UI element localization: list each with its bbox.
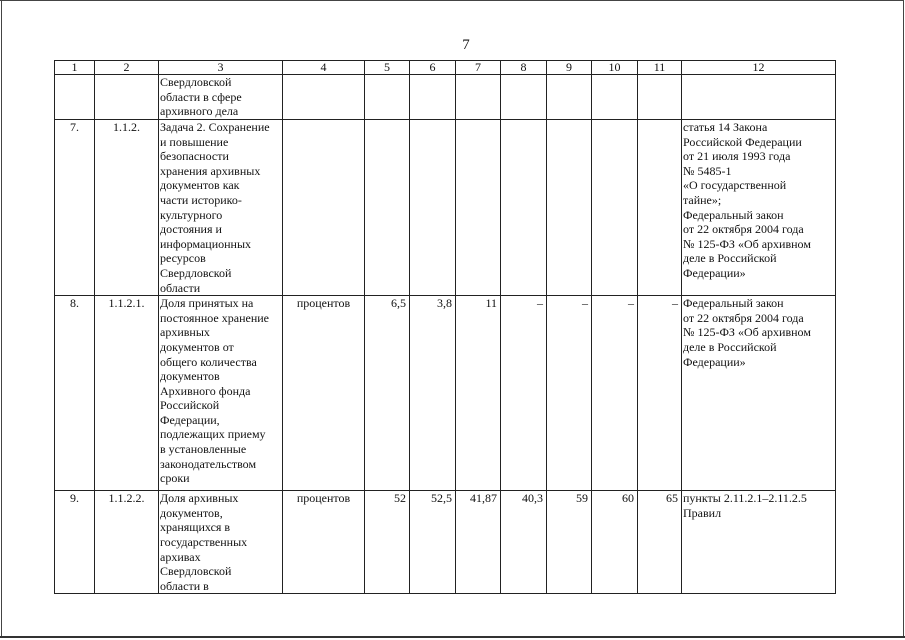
- indicator-name-line: Свердловской: [160, 265, 232, 280]
- value-v6: 52,5: [431, 491, 452, 506]
- cell-value-v9: [547, 296, 592, 491]
- legal-basis-line: от 22 октября 2004 года: [683, 310, 804, 325]
- cell-unit: [283, 296, 365, 491]
- cell-value-v6: [410, 75, 456, 120]
- indicator-name-line: в установленные: [160, 442, 247, 457]
- cell-indicator-code: [95, 120, 159, 296]
- cell-indicator-name: [159, 491, 283, 594]
- cell-value-v9: [547, 75, 592, 120]
- value-v8: 40,3: [522, 491, 543, 506]
- cell-value-v10: [592, 296, 638, 491]
- indicator-code: 1.1.2.2.: [108, 491, 145, 506]
- indicator-name-line: сроки: [160, 471, 190, 486]
- cell-value-v10: [592, 75, 638, 120]
- header-col-8: 8: [501, 61, 547, 75]
- indicator-name-line: законодательством: [160, 456, 257, 471]
- indicator-name-line: информационных: [160, 236, 252, 251]
- page-border-left: [1, 0, 2, 637]
- cell-legal-basis: [682, 491, 836, 594]
- cell-value-v11: [638, 296, 682, 491]
- cell-value-v8: [501, 75, 547, 120]
- indicator-name-line: культурного: [160, 207, 223, 222]
- cell-value-v9: [547, 491, 592, 594]
- unit-of-measure: процентов: [296, 296, 351, 311]
- value-v7: 11: [485, 296, 497, 311]
- value-v11: 65: [666, 491, 678, 506]
- header-col-4: 4: [283, 61, 365, 75]
- legal-basis-line: № 125-ФЗ «Об архивном: [683, 325, 811, 340]
- page-border-right: [903, 0, 904, 637]
- indicator-table: [54, 60, 836, 594]
- indicator-code: 1.1.2.: [113, 120, 140, 134]
- cell-value-v8: [501, 491, 547, 594]
- cell-value-v7: [456, 491, 501, 594]
- indicator-name-line: ресурсов: [160, 251, 206, 266]
- indicator-name-line: и повышение: [160, 134, 229, 149]
- row-number: 7.: [70, 120, 79, 134]
- indicator-name-line: хранящихся в: [160, 520, 231, 535]
- cell-value-v7: [456, 296, 501, 491]
- cell-row-number: [55, 120, 95, 296]
- cell-indicator-code: [95, 491, 159, 594]
- legal-basis-line: Федерации»: [683, 354, 746, 369]
- legal-basis-line: Правил: [683, 505, 722, 520]
- indicator-name-line: архивных: [160, 325, 210, 340]
- cell-legal-basis: [682, 296, 836, 491]
- cell-indicator-name: [159, 296, 283, 491]
- value-v7: 41,87: [470, 491, 497, 506]
- indicator-name-line: подлежащих приему: [160, 427, 266, 442]
- indicator-name-line: Доля архивных: [160, 491, 239, 506]
- cell-value-v6: [410, 120, 456, 296]
- header-col-10: 10: [592, 61, 638, 75]
- indicator-name-line: Свердловской: [160, 564, 232, 579]
- value-v9: –: [582, 296, 588, 311]
- indicator-name-line: архивного дела: [160, 104, 239, 119]
- legal-basis-line: Федеральный закон: [683, 207, 784, 222]
- cell-value-v11: [638, 491, 682, 594]
- header-col-5: 5: [365, 61, 410, 75]
- value-v10: –: [628, 296, 634, 311]
- indicator-code: 1.1.2.1.: [108, 296, 145, 311]
- table-row: [55, 296, 836, 491]
- indicator-name-line: архивах: [160, 549, 201, 564]
- table-row: [55, 75, 836, 120]
- cell-row-number: [55, 296, 95, 491]
- value-v11: –: [672, 296, 678, 311]
- legal-basis-line: пункты 2.11.2.1–2.11.2.5: [683, 491, 807, 506]
- indicator-name-line: Свердловской: [160, 75, 232, 89]
- cell-indicator-name: [159, 120, 283, 296]
- cell-value-v10: [592, 491, 638, 594]
- cell-value-v5: [365, 491, 410, 594]
- value-v10: 60: [622, 491, 634, 506]
- cell-legal-basis: [682, 120, 836, 296]
- legal-basis-line: деле в Российской: [683, 251, 777, 266]
- row-number: 9.: [70, 491, 79, 506]
- cell-value-v9: [547, 120, 592, 296]
- cell-value-v6: [410, 296, 456, 491]
- cell-value-v6: [410, 491, 456, 594]
- legal-basis-line: «О государственной: [683, 178, 787, 193]
- cell-indicator-code: [95, 75, 159, 120]
- indicator-name-line: области в: [160, 578, 209, 593]
- cell-value-v8: [501, 120, 547, 296]
- header-col-9: 9: [547, 61, 592, 75]
- cell-indicator-code: [95, 296, 159, 491]
- page-border-bottom: [0, 636, 905, 638]
- legal-basis-line: Федеральный закон: [683, 296, 784, 311]
- legal-basis-line: статья 14 Закона: [683, 120, 768, 134]
- table-row: [55, 491, 836, 594]
- cell-value-v11: [638, 75, 682, 120]
- indicator-name-line: документов: [160, 369, 220, 384]
- cell-value-v7: [456, 75, 501, 120]
- cell-value-v5: [365, 296, 410, 491]
- indicator-name-line: документов,: [160, 505, 223, 520]
- cell-legal-basis: [682, 75, 836, 120]
- legal-basis-line: от 22 октября 2004 года: [683, 222, 804, 237]
- cell-unit: [283, 491, 365, 594]
- indicator-name-line: Задача 2. Сохранение: [160, 120, 270, 134]
- cell-unit: [283, 120, 365, 296]
- indicator-name-line: хранения архивных: [160, 163, 261, 178]
- legal-basis-line: Федерации»: [683, 265, 746, 280]
- indicator-name-line: государственных: [160, 534, 248, 549]
- legal-basis-line: № 5485-1: [683, 163, 732, 178]
- indicator-name-line: области: [160, 280, 201, 295]
- unit-of-measure: процентов: [296, 491, 351, 506]
- legal-basis-line: № 125-ФЗ «Об архивном: [683, 236, 811, 251]
- cell-value-v5: [365, 120, 410, 296]
- legal-basis-line: деле в Российской: [683, 339, 777, 354]
- cell-value-v10: [592, 120, 638, 296]
- indicator-name-line: области в сфере: [160, 89, 242, 104]
- legal-basis-line: Российской Федерации: [683, 134, 802, 149]
- indicator-name-line: документов от: [160, 339, 234, 354]
- cell-value-v8: [501, 296, 547, 491]
- indicator-name-line: Архивного фонда: [160, 383, 251, 398]
- value-v5: 52: [394, 491, 406, 506]
- value-v8: –: [537, 296, 543, 311]
- header-col-12: 12: [682, 61, 836, 75]
- indicator-name-line: части историко-: [160, 192, 242, 207]
- indicator-name-line: безопасности: [160, 149, 229, 164]
- table-body: [55, 75, 836, 594]
- indicator-name-line: постоянное хранение: [160, 310, 269, 325]
- cell-row-number: [55, 491, 95, 594]
- indicator-name-line: Российской: [160, 398, 220, 413]
- header-col-1: 1: [55, 61, 95, 75]
- header-col-11: 11: [638, 61, 682, 75]
- header-col-3: 3: [159, 61, 283, 75]
- indicator-name-line: общего количества: [160, 354, 257, 369]
- header-row: [55, 61, 836, 75]
- value-v6: 3,8: [437, 296, 452, 311]
- indicator-name-line: Доля принятых на: [160, 296, 254, 311]
- row-number: 8.: [70, 296, 79, 311]
- table-row: [55, 120, 836, 296]
- value-v9: 59: [576, 491, 588, 506]
- page-number: 7: [462, 37, 470, 53]
- cell-value-v11: [638, 120, 682, 296]
- cell-value-v5: [365, 75, 410, 120]
- header-col-6: 6: [410, 61, 456, 75]
- legal-basis-line: от 21 июля 1993 года: [683, 149, 791, 164]
- header-col-2: 2: [95, 61, 159, 75]
- page-border-top: [0, 0, 903, 1]
- indicator-name-line: документов как: [160, 178, 240, 193]
- indicator-name-line: достояния и: [160, 222, 222, 237]
- legal-basis-line: тайне»;: [683, 192, 722, 207]
- cell-unit: [283, 75, 365, 120]
- header-col-7: 7: [456, 61, 501, 75]
- cell-value-v7: [456, 120, 501, 296]
- indicator-name-line: Федерации,: [160, 412, 220, 427]
- cell-row-number: [55, 75, 95, 120]
- cell-indicator-name: [159, 75, 283, 120]
- value-v5: 6,5: [391, 296, 406, 311]
